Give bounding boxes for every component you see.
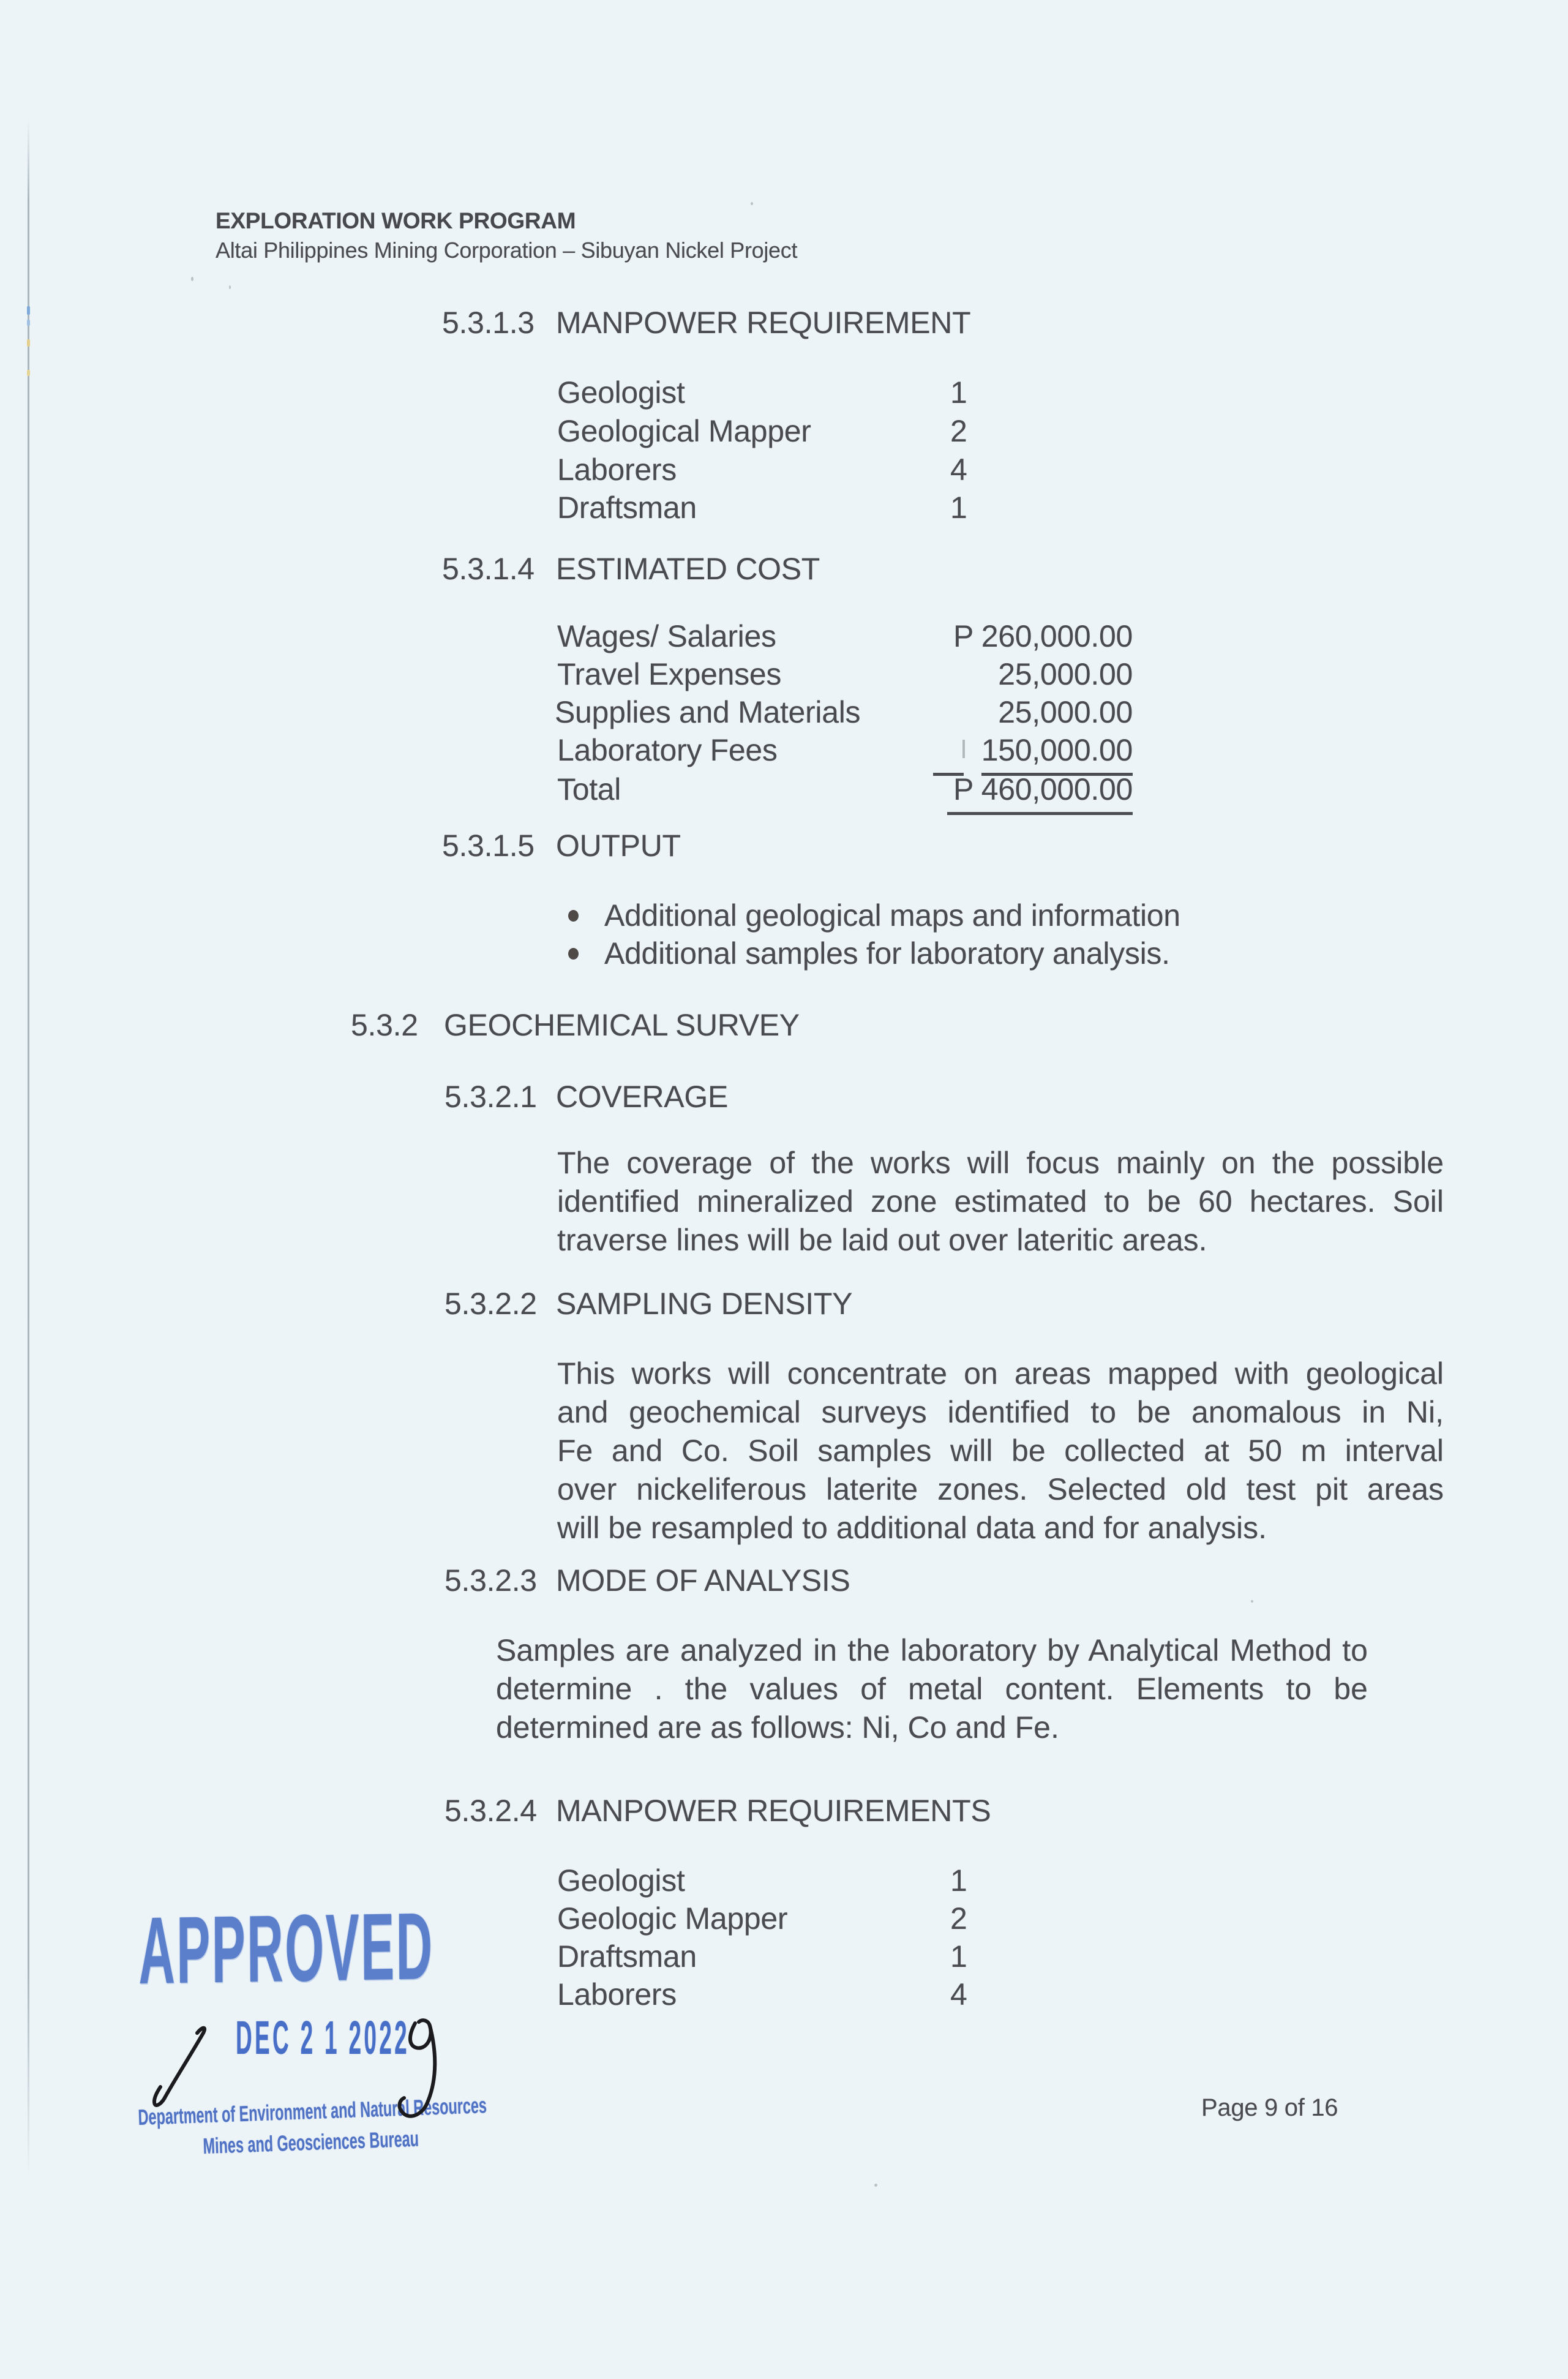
manpower-row-label: Geological Mapper bbox=[557, 414, 811, 448]
manpower-row-label: Laborers bbox=[557, 1977, 677, 2012]
paragraph-line: This works will concentrate on areas mapped with geological bbox=[557, 1356, 1444, 1391]
approval-date-stamp: DEC 2 1 2022 bbox=[236, 2012, 410, 2064]
manpower-row-label: Draftsman bbox=[557, 490, 697, 525]
section-number-cost: 5.3.1.4 bbox=[442, 552, 535, 586]
cost-row-label: Wages/ Salaries bbox=[557, 619, 776, 653]
manpower-row-value: 1 bbox=[950, 1863, 967, 1898]
coverage-paragraph bbox=[557, 1144, 1444, 1260]
manpower-row-value: 1 bbox=[950, 490, 967, 525]
analysis-paragraph bbox=[496, 1631, 1368, 1747]
dust-speck bbox=[874, 2184, 877, 2187]
section-number-sampling: 5.3.2.2 bbox=[445, 1287, 537, 1321]
section-title-sampling: SAMPLING DENSITY bbox=[556, 1287, 853, 1321]
section-title-manpower2: MANPOWER REQUIREMENTS bbox=[556, 1794, 991, 1828]
section-title-cost: ESTIMATED COST bbox=[556, 552, 820, 586]
section-title-analysis: MODE OF ANALYSIS bbox=[556, 1563, 850, 1598]
bullet-icon bbox=[568, 948, 579, 960]
output-bullet: Additional samples for laboratory analysis. bbox=[604, 936, 1170, 971]
bullet-icon bbox=[568, 910, 579, 922]
manpower-row-label: Geologist bbox=[557, 375, 685, 410]
cost-row-amount: 150,000.00 bbox=[856, 732, 1133, 776]
scan-edge-tick bbox=[27, 339, 30, 347]
cost-row-label: Laboratory Fees bbox=[557, 733, 778, 767]
document-title: EXPLORATION WORK PROGRAM bbox=[216, 208, 576, 233]
manpower-row-label: Geologic Mapper bbox=[557, 1901, 788, 1936]
manpower-row-value: 2 bbox=[950, 1901, 967, 1936]
paragraph-line: and geochemical surveys identified to be anomalous in Ni, bbox=[557, 1395, 1444, 1429]
section-number-geochem: 5.3.2 bbox=[351, 1008, 418, 1042]
scan-edge-tick bbox=[27, 320, 30, 326]
cost-row-amount: 25,000.00 bbox=[998, 695, 1133, 729]
manpower-row-value: 1 bbox=[950, 1939, 967, 1974]
paragraph-line: The coverage of the works will focus mainly on the possible bbox=[557, 1146, 1444, 1180]
paragraph-line: determined are as follows: Ni, Co and Fe. bbox=[496, 1710, 1059, 1745]
section-number-analysis: 5.3.2.3 bbox=[445, 1563, 537, 1598]
cost-row-label: Supplies and Materials bbox=[555, 695, 861, 729]
dust-speck bbox=[191, 277, 193, 281]
section-title-manpower1: MANPOWER REQUIREMENT bbox=[556, 306, 971, 340]
manpower-row-value: 4 bbox=[950, 1977, 967, 2012]
cost-total-amount: P 460,000.00 bbox=[856, 772, 1133, 815]
manpower-row-label: Draftsman bbox=[557, 1939, 697, 1974]
approved-stamp-text: APPROVED bbox=[138, 1893, 434, 2004]
section-number-coverage: 5.3.2.1 bbox=[445, 1080, 537, 1114]
manpower-row-label: Geologist bbox=[557, 1863, 685, 1898]
cost-row-label: Total bbox=[557, 772, 621, 806]
paragraph-line: identified mineralized zone estimated to be 60 hectares. Soil bbox=[557, 1184, 1444, 1219]
dust-speck bbox=[751, 202, 753, 205]
manpower-row-value: 1 bbox=[950, 375, 967, 410]
paragraph-line: determine . the values of metal content. Elements to be bbox=[496, 1672, 1368, 1706]
cost-row-amount: P 260,000.00 bbox=[953, 619, 1133, 653]
document-subtitle: Altai Philippines Mining Corporation – Sibuyan Nickel Project bbox=[216, 238, 798, 263]
section-number-manpower2: 5.3.2.4 bbox=[445, 1794, 537, 1828]
paragraph-line: will be resampled to additional data and for analysis. bbox=[557, 1511, 1267, 1545]
manpower-row-label: Laborers bbox=[557, 453, 677, 487]
page-number-label: Page 9 of 16 bbox=[1201, 2094, 1338, 2121]
section-number-output: 5.3.1.5 bbox=[442, 829, 535, 863]
section-title-output: OUTPUT bbox=[556, 829, 681, 863]
stamp-department-line: Department of Environment and Natural Resources bbox=[137, 2092, 487, 2130]
section-title-geochem: GEOCHEMICAL SURVEY bbox=[444, 1008, 800, 1042]
paragraph-line: Samples are analyzed in the laboratory by Analytical Method to bbox=[496, 1633, 1368, 1667]
dust-speck bbox=[1251, 1600, 1253, 1603]
output-bullet: Additional geological maps and information bbox=[604, 898, 1180, 933]
sampling-paragraph bbox=[557, 1355, 1444, 1547]
scan-edge-tick bbox=[27, 306, 30, 315]
paragraph-line: over nickeliferous laterite zones. Selected old test pit areas bbox=[557, 1472, 1444, 1506]
dust-speck bbox=[229, 285, 231, 289]
section-number-manpower1: 5.3.1.3 bbox=[442, 306, 535, 340]
scan-edge-line bbox=[28, 119, 29, 2177]
stamp-bureau-line: Mines and Geosciences Bureau bbox=[202, 2125, 419, 2159]
section-title-coverage: COVERAGE bbox=[556, 1080, 728, 1114]
paragraph-line: Fe and Co. Soil samples will be collected at 50 m interval bbox=[557, 1434, 1444, 1468]
manpower-row-value: 4 bbox=[950, 453, 967, 487]
manpower-row-value: 2 bbox=[950, 414, 967, 448]
cost-row-label: Travel Expenses bbox=[557, 657, 782, 691]
scan-edge-tick bbox=[27, 370, 30, 376]
paragraph-line: traverse lines will be laid out over lateritic areas. bbox=[557, 1223, 1207, 1257]
scan-mark bbox=[962, 740, 965, 758]
cost-row-amount: 25,000.00 bbox=[998, 657, 1133, 691]
